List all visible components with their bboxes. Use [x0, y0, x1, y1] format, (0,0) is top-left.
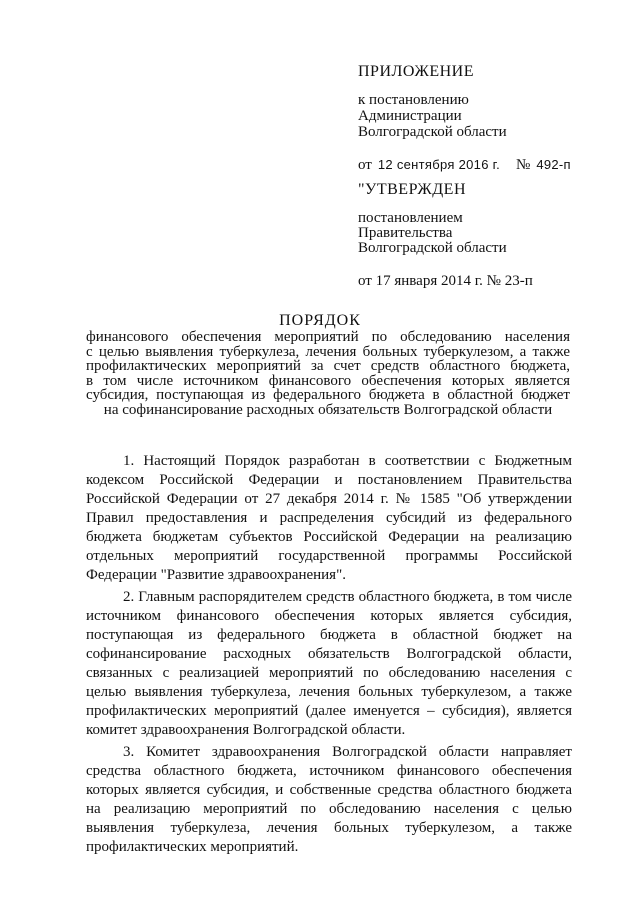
subtitle-line: профилактических мероприятий за счет средств областного бюджета, — [86, 358, 570, 374]
document-subtitle — [86, 330, 570, 417]
approved-line: постановлением — [358, 210, 463, 226]
subtitle-line: на софинансирование расходных обязательств Волгоградской области — [103, 401, 553, 418]
appendix-line: к постановлению — [358, 92, 469, 108]
appendix-date-value: 12 сентября 2016 г. — [377, 157, 501, 172]
paragraph-2: 2. Главным распорядителем средств областного бюджета, в том числе источником финансового обеспечения которых является субсидия, поступающая из федерального бюджета в областной бюджет на софинансирование расходных обязательств Волгоградской области, связанных с реализацией мероприятий по обследованию населения с целью выявления туберкулеза, лечения больных туберкулезом, а также профилактических мероприятий (далее именуется – субсидия), является комитет здравоохранения Волгоградской области. — [86, 589, 572, 738]
approved-block — [358, 182, 608, 289]
document-title: ПОРЯДОК — [279, 312, 361, 329]
appendix-date-prefix: от — [358, 157, 372, 173]
appendix-heading: ПРИЛОЖЕНИЕ — [358, 63, 475, 80]
approved-line: Правительства — [358, 225, 453, 241]
appendix-line: Волгоградской области — [358, 124, 507, 140]
appendix-line: Администрации — [358, 108, 462, 124]
document-body — [86, 452, 572, 860]
appendix-number-value: 492-п — [536, 157, 571, 172]
approved-heading: "УТВЕРЖДЕН — [358, 181, 466, 198]
appendix-number-prefix: № — [516, 157, 531, 173]
subtitle-line: с целью выявления туберкулеза, лечения больных туберкулезом, а также — [86, 343, 570, 360]
subtitle-line: в том числе источником финансового обеспечения которых является — [86, 372, 570, 389]
approved-line: Волгоградской области — [358, 240, 507, 256]
appendix-dateline — [358, 157, 608, 173]
appendix-block — [358, 64, 608, 173]
paragraph-1: 1. Настоящий Порядок разработан в соответствии с Бюджетным кодексом Российской Федерации и постановлением Правительства Российской Федерации от 27 декабря 2014 г. № 1585 "Об утверждении Правил предоставления и распределения субсидий из федерального бюджета бюджетам субъектов Российской Федерации на реализацию отдельных мероприятий государственной программы Российской Федерации "Развитие здравоохранения". — [86, 453, 572, 583]
subtitle-line: финансового обеспечения мероприятий по обследованию населения — [86, 329, 570, 345]
paragraph-3: 3. Комитет здравоохранения Волгоградской области направляет средства областного бюджета, источником финансового обеспечения которых является субсидия, и собственные средства областного бюджета на реализацию мероприятий по обследованию населения с целью выявления туберкулеза, лечения больных туберкулезом, а также профилактических мероприятий. — [86, 744, 572, 855]
approved-dateline: от 17 января 2014 г. № 23-п — [358, 273, 533, 289]
subtitle-line: субсидия, поступающая из федерального бюджета в областной бюджет — [86, 387, 570, 403]
